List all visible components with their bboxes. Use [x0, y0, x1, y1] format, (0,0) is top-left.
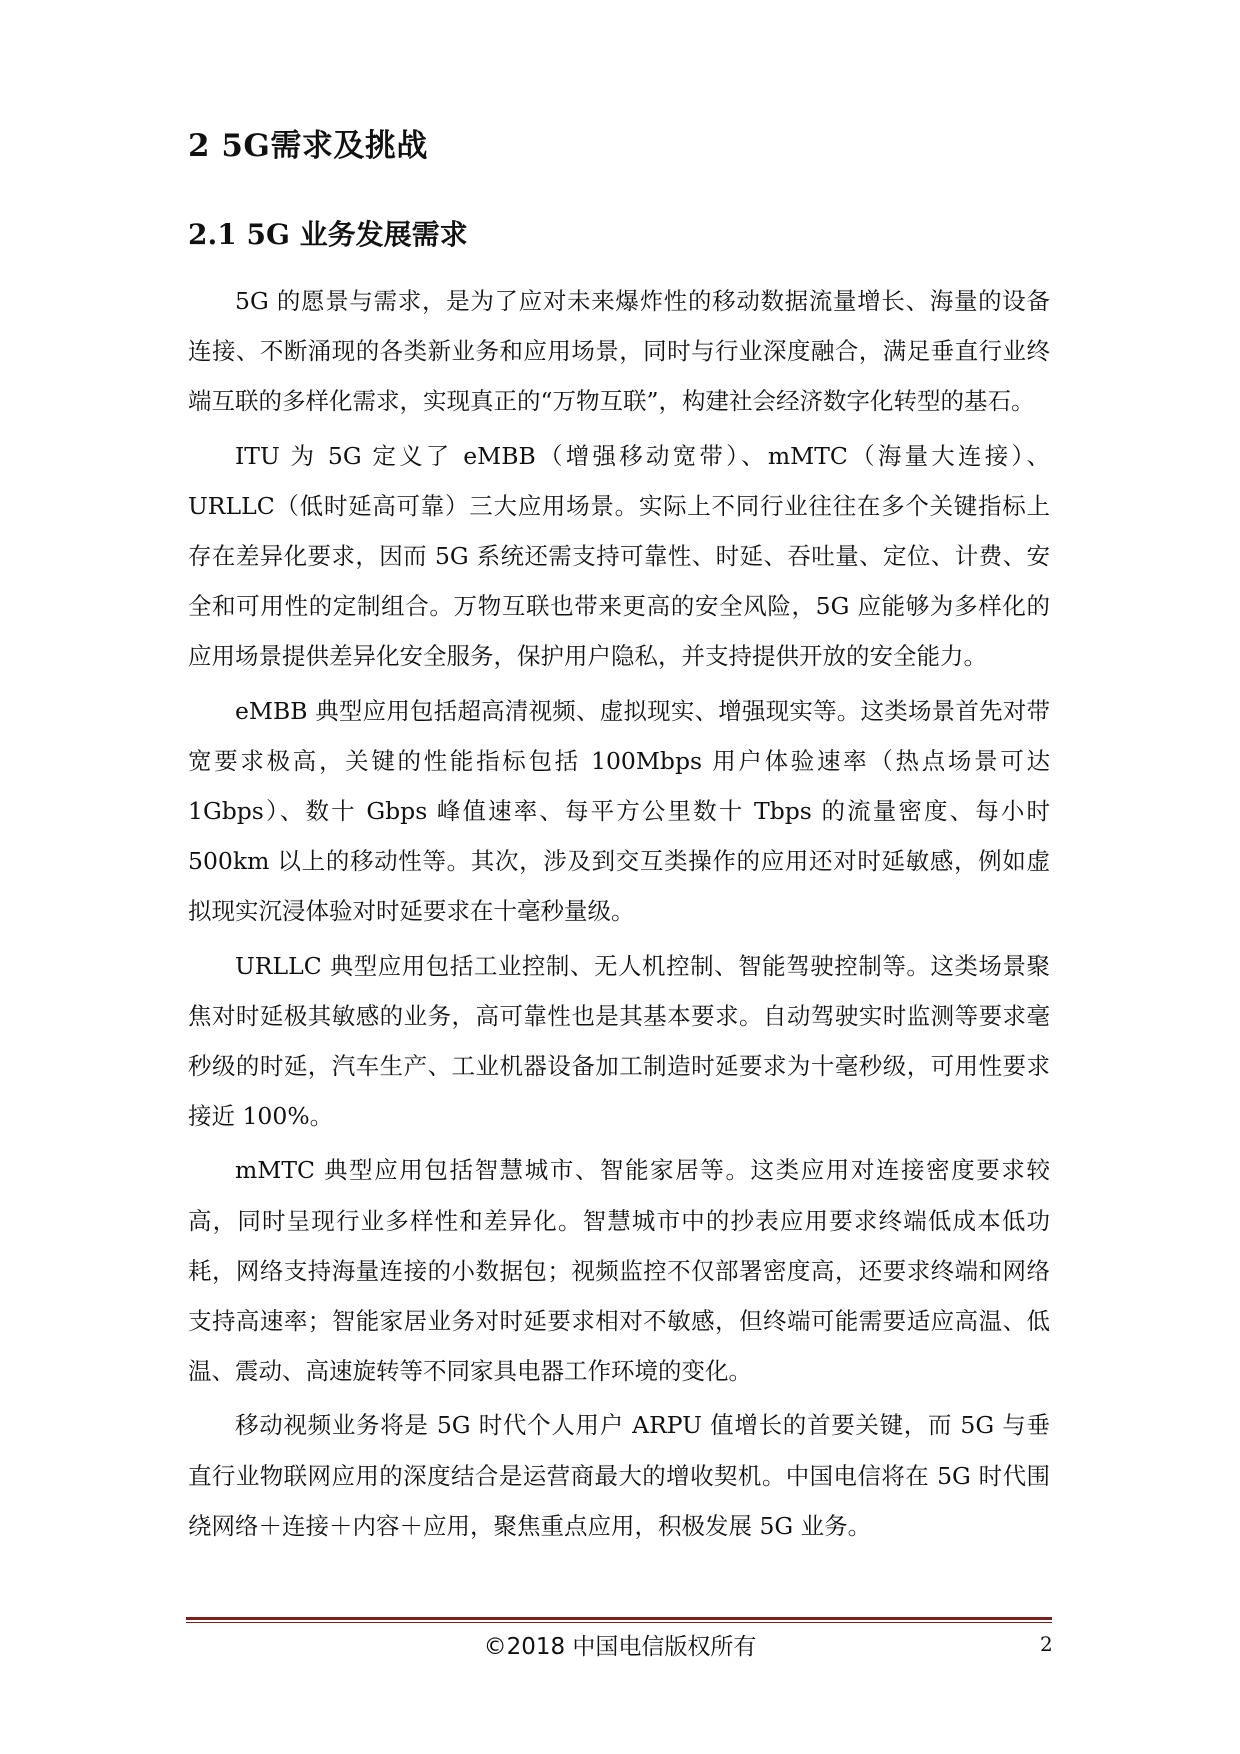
body-text	[188, 276, 1050, 1555]
page-number: 2	[1040, 1632, 1053, 1656]
paragraph-itu-scenarios: ITU 为 5G 定义了 eMBB（增强移动宽带）、mMTC（海量大连接）、URLLC（低时延高可靠）三大应用场景。实际上不同行业往往在多个关键指标上存在差异化要求，因而 5G 系统还需支持可靠性、时延、吞吐量、定位、计费、安全和可用性的定制组合。万物互联也带来更高的安全风险，5G 应能够为多样化的应用场景提供差异化安全服务，保护用户隐私，并支持提供开放的安全能力。	[188, 441, 1050, 671]
paragraph-mmtc: mMTC 典型应用包括智慧城市、智能家居等。这类应用对连接密度要求较高，同时呈现行业多样性和差异化。智慧城市中的抄表应用要求终端低成本低功耗，网络支持海量连接的小数据包；视频监控不仅部署密度高，还要求终端和网络支持高速率；智能家居业务对时延要求相对不敏感，但终端可能需要适应高温、低温、震动、高速旋转等不同家具电器工作环境的变化。	[188, 1156, 1050, 1386]
section-heading: 2.1 5G 业务发展需求	[188, 218, 468, 251]
footer-copyright: ©2018 中国电信版权所有	[483, 1634, 757, 1660]
paragraph-urllc: URLLC 典型应用包括工业控制、无人机控制、智能驾驶控制等。这类场景聚焦对时延极其敏感的业务，高可靠性也是其基本要求。自动驾驶实时监测等要求毫秒级的时延，汽车生产、工业机器设备加工制造时延要求为十毫秒级，可用性要求接近 100%。	[188, 951, 1050, 1131]
chapter-heading: 2 5G需求及挑战	[188, 128, 428, 164]
paragraph-mobile-video: 移动视频业务将是 5G 时代个人用户 ARPU 值增长的首要关键，而 5G 与垂直行业物联网应用的深度结合是运营商最大的增收契机。中国电信将在 5G 时代围绕网络＋连接＋内容＋应用，聚焦重点应用，积极发展 5G 业务。	[188, 1411, 1050, 1540]
footer-divider-thin	[186, 1622, 1052, 1623]
footer-divider-thick	[186, 1617, 1052, 1620]
paragraph-vision: 5G 的愿景与需求，是为了应对未来爆炸性的移动数据流量增长、海量的设备连接、不断涌现的各类新业务和应用场景，同时与行业深度融合，满足垂直行业终端互联的多样化需求，实现真正的“万物互联”，构建社会经济数字化转型的基石。	[188, 287, 1050, 416]
paragraph-embb: eMBB 典型应用包括超高清视频、虚拟现实、增强现实等。这类场景首先对带宽要求极高，关键的性能指标包括 100Mbps 用户体验速率（热点场景可达 1Gbps）、数十 Gbps 峰值速率、每平方公里数十 Tbps 的流量密度、每小时 500km 以上的移动性等。其次，涉及到交互类操作的应用还对时延敏感，例如虚拟现实沉浸体验对时延要求在十毫秒量级。	[188, 696, 1050, 926]
